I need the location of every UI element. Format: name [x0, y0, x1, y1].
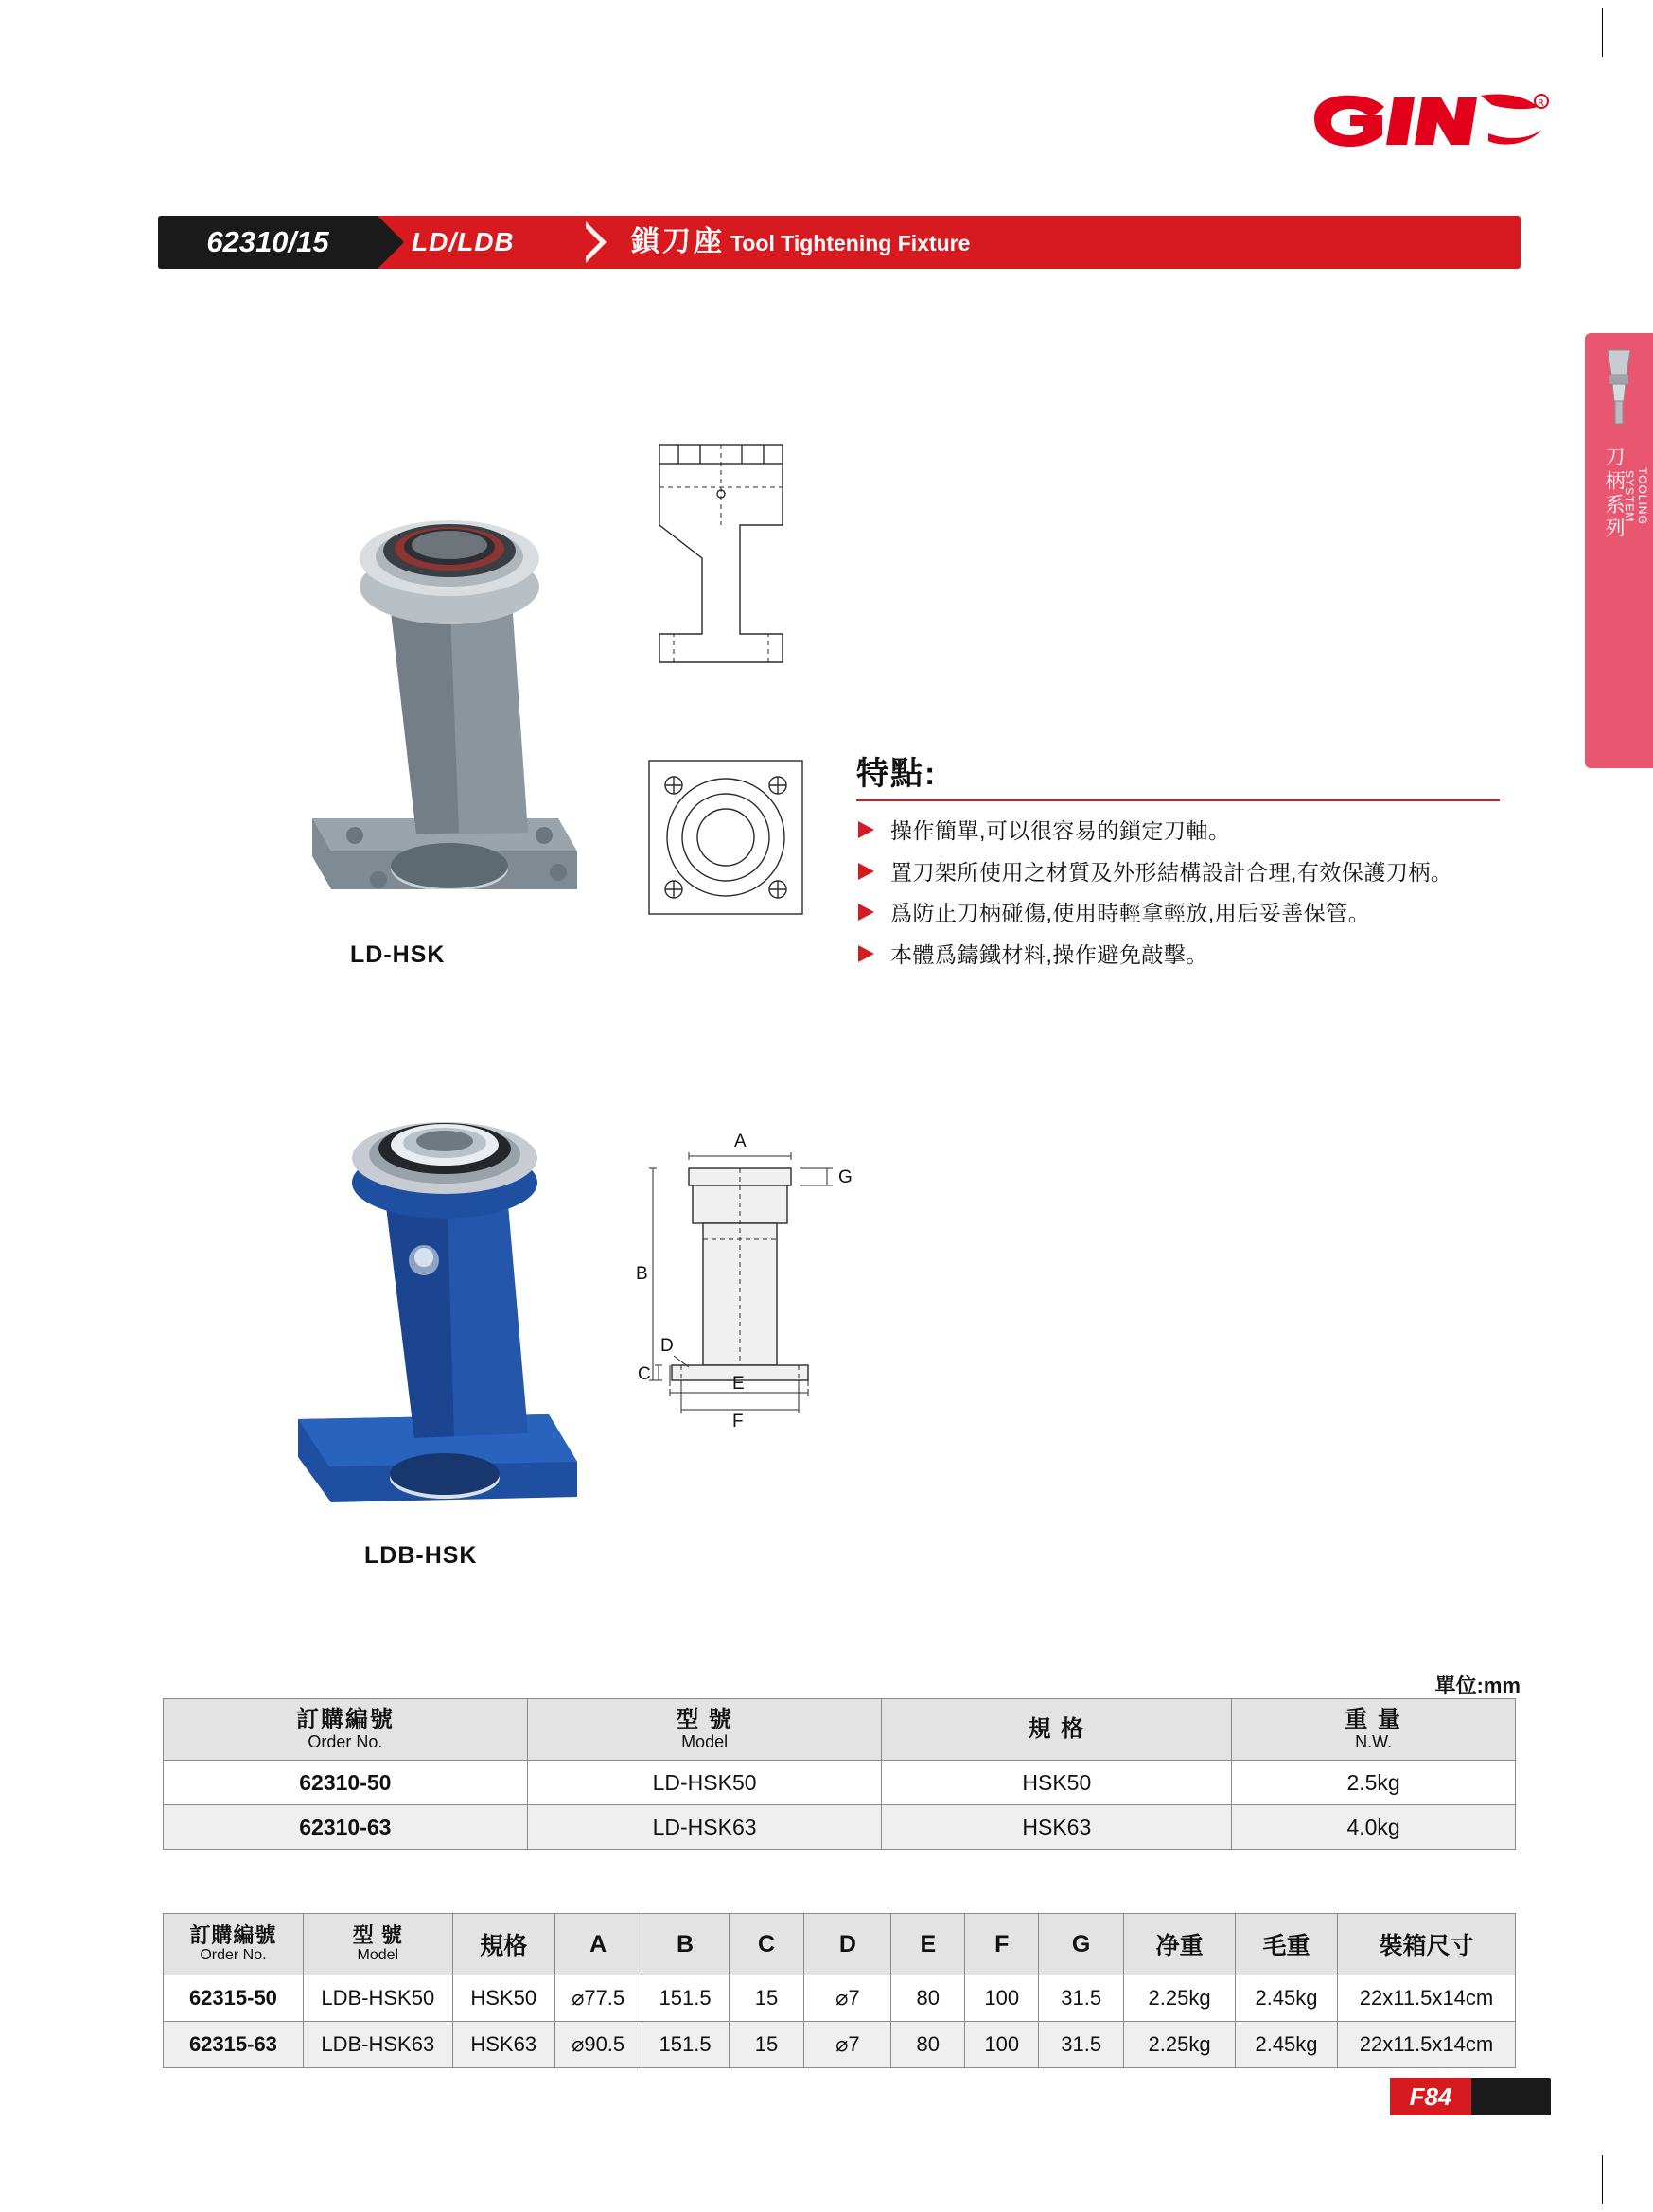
cell-e: 80	[891, 1975, 965, 2022]
column-header-c: C	[729, 1914, 804, 1975]
table-row	[164, 2022, 1516, 2068]
gin-logo-icon	[1303, 90, 1554, 149]
svg-text:F: F	[732, 1412, 744, 1431]
features-heading: 特點:	[856, 756, 938, 792]
cell-spec: HSK50	[452, 1975, 554, 2022]
header-cn: 規 格	[1028, 1716, 1086, 1743]
cell-order-no: 62315-50	[164, 1975, 304, 2022]
product-caption-1: LD-HSK	[350, 941, 446, 968]
cell-gross-weight: 2.45kg	[1236, 2022, 1338, 2068]
cell-net-weight: 2.25kg	[1124, 1975, 1236, 2022]
column-header-b: B	[642, 1914, 729, 1975]
svg-text:G: G	[838, 1167, 853, 1187]
unit-note: 單位:mm	[1434, 1674, 1521, 1697]
header-en: Order No.	[308, 1732, 383, 1752]
cell-gross-weight: 2.45kg	[1236, 1975, 1338, 2022]
svg-text:B: B	[636, 1264, 648, 1284]
column-header-spec: 規格	[452, 1914, 554, 1975]
column-header-package-size: 裝箱尺寸	[1337, 1914, 1515, 1975]
column-header-model	[527, 1699, 882, 1761]
cell-spec: HSK63	[882, 1805, 1232, 1850]
product-code: 62310/15	[206, 225, 329, 258]
cell-package-size: 22x11.5x14cm	[1337, 1975, 1515, 2022]
cell-d: ⌀7	[804, 2022, 891, 2068]
header-en: Order No.	[200, 1947, 267, 1964]
header-en: N.W.	[1355, 1732, 1393, 1752]
page-number: F84	[1390, 2078, 1471, 2115]
cell-order-no: 62315-63	[164, 2022, 304, 2068]
page-title	[631, 216, 970, 269]
svg-text:D: D	[660, 1336, 674, 1356]
column-header-order-no	[164, 1914, 304, 1975]
cell-net-weight: 2.25kg	[1124, 2022, 1236, 2068]
technical-drawing-dimensioned	[615, 1126, 899, 1476]
cell-g: 31.5	[1039, 1975, 1124, 2022]
spec-table-ld	[163, 1698, 1516, 1850]
cell-model: LDB-HSK63	[303, 2022, 452, 2068]
crop-mark	[1602, 8, 1603, 57]
cell-f: 100	[965, 2022, 1039, 2068]
feature-item: 置刀架所使用之材質及外形結構設計合理,有效保護刀柄。	[856, 856, 1500, 889]
header-en: Model	[681, 1732, 729, 1752]
section-tab	[1585, 333, 1653, 768]
column-header-weight	[1232, 1699, 1516, 1761]
column-header-order-no	[164, 1699, 528, 1761]
section-tab-label-en: TOOLING SYSTEM	[1623, 467, 1649, 525]
cell-b: 151.5	[642, 2022, 729, 2068]
column-header-d: D	[804, 1914, 891, 1975]
cell-e: 80	[891, 2022, 965, 2068]
features-divider	[856, 799, 1500, 801]
section-tab-label	[1585, 447, 1653, 546]
chevron-right-icon	[586, 221, 612, 263]
spec-table-ldb	[163, 1913, 1516, 2068]
svg-text:C: C	[638, 1364, 651, 1384]
header-cn: 訂購編號	[189, 1923, 277, 1948]
svg-text:R: R	[1538, 98, 1544, 109]
cell-package-size: 22x11.5x14cm	[1337, 2022, 1515, 2068]
cell-g: 31.5	[1039, 2022, 1124, 2068]
column-header-e: E	[891, 1914, 965, 1975]
header-en: Model	[357, 1947, 399, 1964]
technical-drawing-plan-view	[636, 747, 816, 927]
features-block	[856, 747, 1500, 979]
cell-order-no: 62310-63	[164, 1805, 528, 1850]
cell-c: 15	[729, 2022, 804, 2068]
product-series: LD/LDB	[412, 227, 515, 256]
table-row	[164, 1761, 1516, 1805]
page-title-en: Tool Tightening Fixture	[730, 231, 971, 255]
column-header-f: F	[965, 1914, 1039, 1975]
features-list	[856, 815, 1500, 971]
product-photo-ld-hsk	[274, 445, 615, 889]
cell-model: LD-HSK63	[527, 1805, 882, 1850]
page-title-cn: 鎖刀座	[631, 226, 725, 257]
cell-d: ⌀7	[804, 1975, 891, 2022]
cell-a: ⌀90.5	[554, 2022, 642, 2068]
brand-logo	[1303, 90, 1554, 149]
page-number-block	[1390, 2078, 1551, 2115]
table-header-row	[164, 1699, 1516, 1761]
cell-c: 15	[729, 1975, 804, 2022]
product-photo-ldb-hsk	[265, 1060, 624, 1504]
cell-b: 151.5	[642, 1975, 729, 2022]
feature-item: 本體爲鑄鐵材料,操作避免敲擊。	[856, 939, 1500, 972]
table-row	[164, 1975, 1516, 2022]
tool-holder-icon	[1594, 346, 1644, 428]
column-header-gross-weight: 毛重	[1236, 1914, 1338, 1975]
cell-model: LD-HSK50	[527, 1761, 882, 1805]
technical-drawing-side-view	[636, 435, 825, 710]
cell-spec: HSK50	[882, 1761, 1232, 1805]
header-cn: 型 號	[676, 1706, 733, 1732]
cell-a: ⌀77.5	[554, 1975, 642, 2022]
column-header-spec	[882, 1699, 1232, 1761]
header-cn: 型 號	[352, 1923, 403, 1948]
cell-weight: 2.5kg	[1232, 1761, 1516, 1805]
page-title-bar	[158, 216, 1521, 269]
section-tab-label-cn: 刀柄系列	[1603, 447, 1625, 541]
cell-model: LDB-HSK50	[303, 1975, 452, 2022]
svg-text:E: E	[732, 1374, 745, 1394]
header-cn: 重 量	[1345, 1706, 1402, 1732]
svg-text:A: A	[734, 1132, 747, 1151]
header-cn: 訂購編號	[295, 1706, 395, 1732]
cell-spec: HSK63	[452, 2022, 554, 2068]
column-header-net-weight: 净重	[1124, 1914, 1236, 1975]
cell-order-no: 62310-50	[164, 1761, 528, 1805]
feature-item: 操作簡單,可以很容易的鎖定刀軸。	[856, 815, 1500, 848]
column-header-g: G	[1039, 1914, 1124, 1975]
table-row	[164, 1805, 1516, 1850]
product-caption-2: LDB-HSK	[364, 1542, 478, 1569]
table-header-row	[164, 1914, 1516, 1975]
cell-weight: 4.0kg	[1232, 1805, 1516, 1850]
feature-item: 爲防止刀柄碰傷,使用時輕拿輕放,用后妥善保管。	[856, 897, 1500, 930]
cell-f: 100	[965, 1975, 1039, 2022]
crop-mark	[1602, 2155, 1603, 2204]
column-header-a: A	[554, 1914, 642, 1975]
column-header-model	[303, 1914, 452, 1975]
